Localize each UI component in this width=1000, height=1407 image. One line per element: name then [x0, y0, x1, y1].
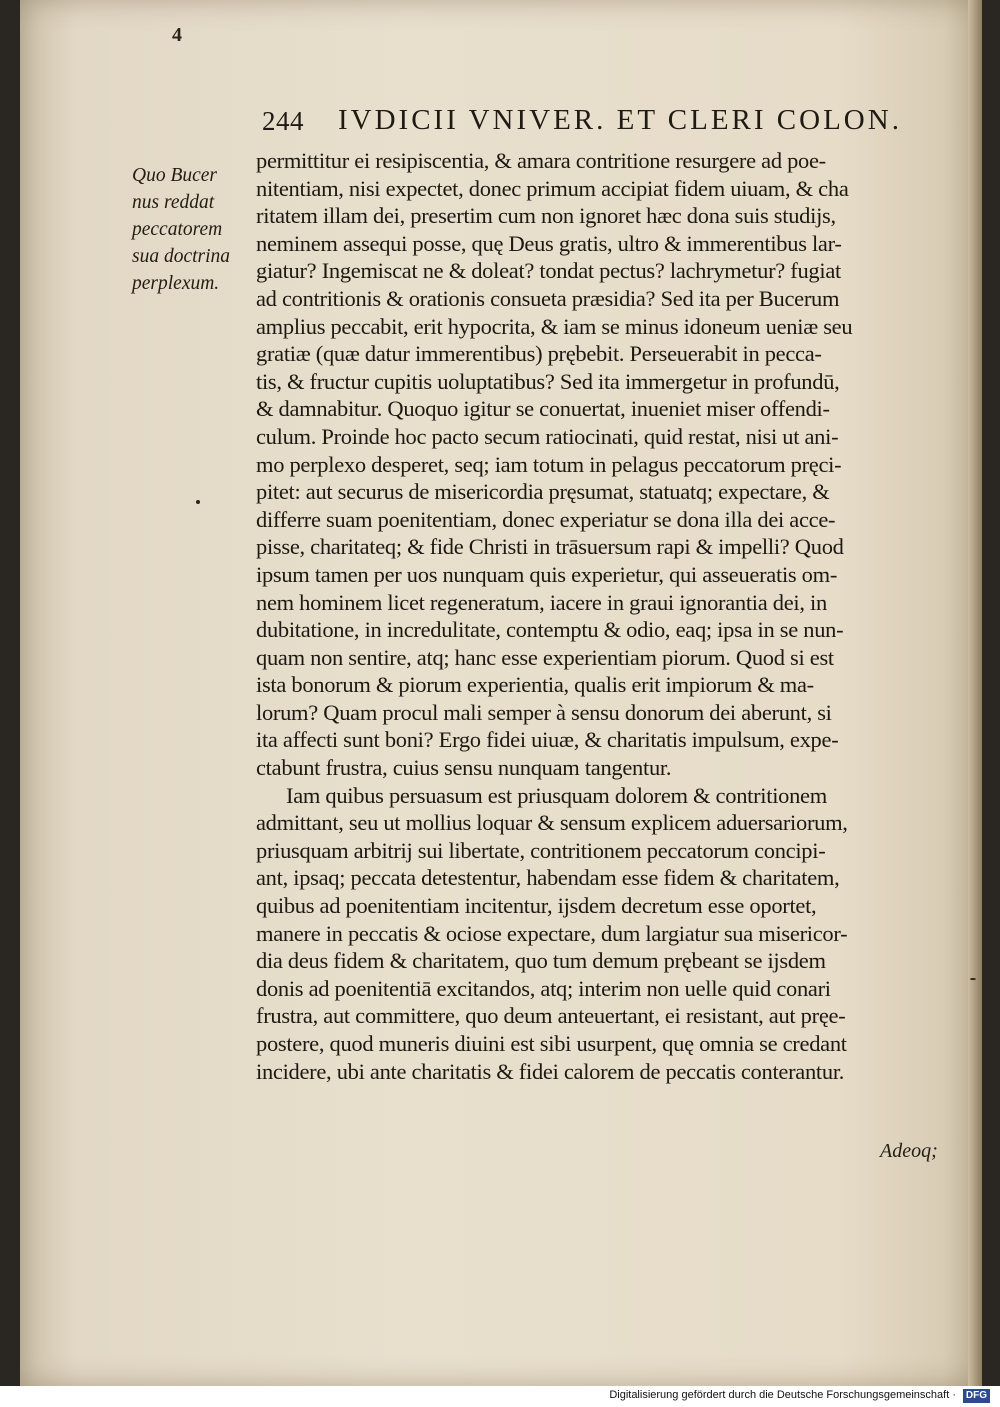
text-line: frustra, aut committere, quo deum anteuertant, ei resistant, aut pręe-: [256, 1003, 846, 1029]
text-line: ista bonorum & piorum experientia, qualis erit impiorum & ma-: [256, 672, 814, 698]
margin-note-line: peccatorem: [132, 219, 223, 240]
ink-speck: [970, 978, 976, 980]
text-line: incidere, ubi ante charitatis & fidei calorem de peccatis conterantur.: [256, 1058, 845, 1084]
corner-mark: 4: [172, 24, 182, 46]
text-line: priusquam arbitrij sui libertate, contritionem peccatorum concipi-: [256, 837, 826, 863]
text-line: quibus ad poenitentiam incitentur, ijsdem decretum esse oportet,: [256, 893, 817, 919]
text-line: manere in peccatis & ociose expectare, dum largiatur sua misericor-: [256, 920, 848, 946]
text-line: ad contritionis & orationis consueta præsidia? Sed ita per Bucerum: [256, 285, 840, 311]
text-line: lorum? Quam procul mali semper à sensu donorum dei aberunt, si: [256, 699, 832, 725]
text-line: culum. Proinde hoc pacto secum ratiocinati, quid restat, nisi ut ani-: [256, 423, 839, 449]
text-line: permittitur ei resipiscentia, & amara contritione resurgere ad poe-: [256, 148, 826, 173]
text-line: donis ad poenitentiā excitandos, atq; interim non uelle quid conari: [256, 975, 831, 1001]
text-line: nem hominem licet regeneratum, iacere in graui ignorantia dei, in: [256, 589, 827, 615]
text-line: ctabunt frustra, cuius sensu nunquam tangentur.: [256, 755, 672, 781]
body-text: [256, 147, 950, 1085]
funding-credit: Digitalisierung gefördert durch die Deutsche Forschungsgemeinschaft ·: [609, 1389, 956, 1401]
text-line: nitentiam, nisi expectet, donec primum accipiat fidem uiuam, & cha: [256, 175, 849, 201]
page-header: [262, 102, 924, 140]
paragraph-start-line: Iam quibus persuasum est priusquam dolorem & contritionem: [286, 782, 827, 808]
text-line: differre suam poenitentiam, donec experiatur se dona illa dei acce-: [256, 506, 836, 532]
margin-note-line: nus reddat: [132, 192, 215, 213]
text-line: pitet: aut securus de misericordia pręsumat, statuatq; expectare, &: [256, 479, 830, 505]
running-title: IVDICII VNIVER. ET CLERI COLON.: [338, 104, 902, 136]
text-line: neminem assequi posse, quę Deus gratis, ultro & immerentibus lar-: [256, 230, 842, 256]
text-line: postere, quod muneris diuini est sibi usurpent, quę omnia se credant: [256, 1031, 847, 1056]
ink-speck: [196, 500, 200, 504]
text-line: ipsum tamen per uos nunquam quis experietur, qui asseueratis om-: [256, 561, 838, 587]
text-line: ita affecti sunt boni? Ergo fidei uiuæ, & charitatis impulsum, expe-: [256, 727, 839, 753]
margin-note-line: Quo Bucer: [132, 165, 218, 186]
text-line: & damnabitur. Quoquo igitur se conuertat, inueniet miser offendi-: [256, 396, 830, 422]
margin-note-line: sua doctrina: [132, 246, 231, 267]
margin-note-line: perplexum.: [132, 273, 220, 294]
dfg-logo: DFG: [963, 1389, 990, 1403]
text-line: tis, & fructur cupitis uoluptatibus? Sed ita immergetur in profundū,: [256, 368, 840, 394]
text-line: amplius peccabit, erit hypocrita, & iam se minus idoneum ueniæ seu: [256, 313, 853, 339]
text-line: giatur? Ingemiscat ne & doleat? tondat pectus? lachrymetur? fugiat: [256, 258, 841, 284]
text-line: mo perplexo desperet, seq; iam totum in pelagus peccatorum pręci-: [256, 451, 842, 477]
text-line: quam non sentire, atq; hanc esse experientiam piorum. Quod si est: [256, 644, 834, 670]
text-line: ritatem illam dei, presertim cum non ignoret hæc dona suis studijs,: [256, 203, 836, 229]
text-line: pisse, charitateq; & fide Christi in trāsuersum rapi & impelli? Quod: [256, 534, 844, 560]
text-line: gratiæ (quæ datur immerentibus) prębebit. Perseuerabit in pecca-: [256, 341, 822, 367]
text-line: ant, ipsaq; peccata detestentur, habendam esse fidem & charitatem,: [256, 865, 840, 891]
margin-note: [132, 162, 252, 297]
text-line: dubitatione, in incredulitate, contemptu & odio, eaq; ipsa in se nun-: [256, 617, 844, 643]
text-line: dia deus fidem & charitatem, quo tum demum prębeant se ijsdem: [256, 948, 826, 974]
text-line: admittant, seu ut mollius loquar & sensum explicem aduersariorum,: [256, 810, 848, 836]
page-edge: [968, 0, 982, 1386]
page-number: 244: [262, 106, 304, 136]
catchword: Adeoq;: [880, 1140, 938, 1162]
